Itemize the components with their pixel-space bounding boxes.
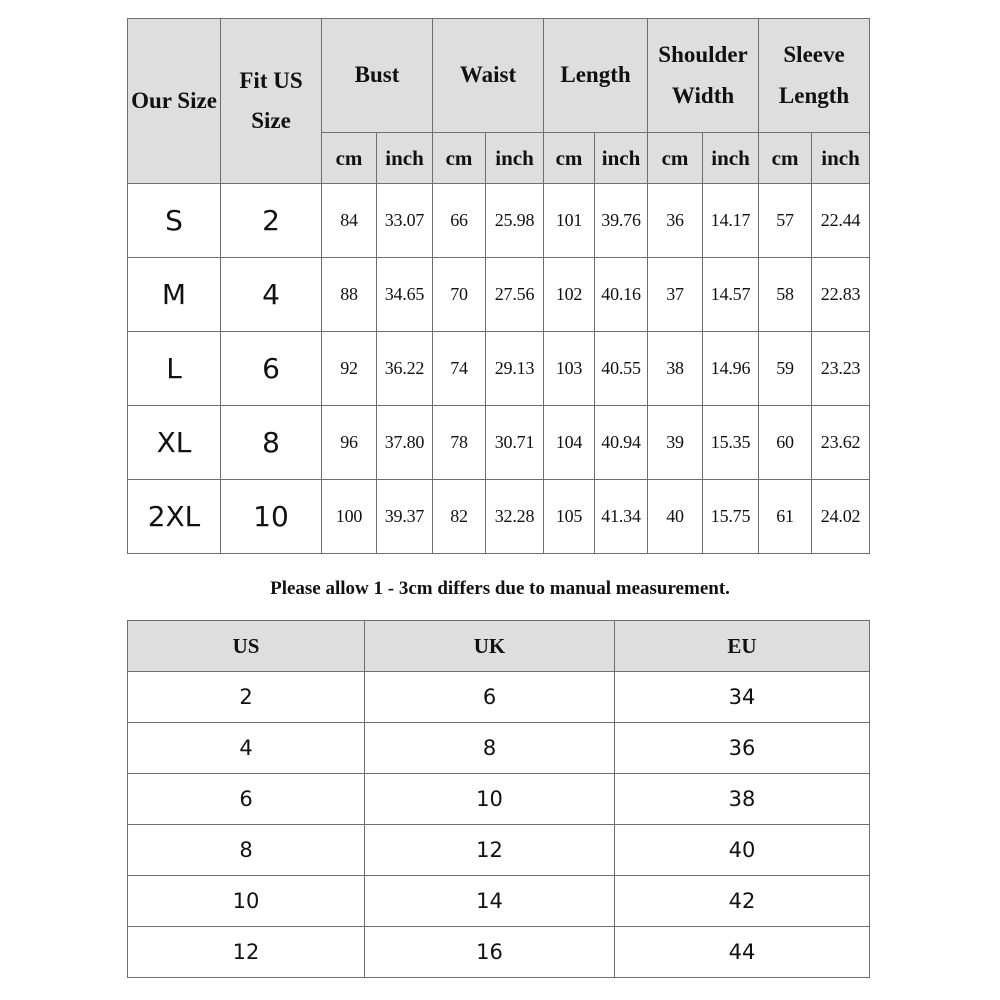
shoulder-cm-cell: 39 xyxy=(648,406,703,480)
size-row-s xyxy=(128,184,870,258)
unit-bust-inch: inch xyxy=(377,133,433,184)
header-eu: EU xyxy=(615,621,870,672)
size-row-m xyxy=(128,258,870,332)
header-shoulder-width: Shoulder Width xyxy=(648,19,759,133)
bust-cm-cell: 92 xyxy=(322,332,377,406)
us-cell: 6 xyxy=(128,774,365,825)
length-inch-cell: 40.55 xyxy=(595,332,648,406)
shoulder-cm-cell: 36 xyxy=(648,184,703,258)
eu-cell: 36 xyxy=(615,723,870,774)
our-size-cell: S xyxy=(128,184,221,258)
shoulder-inch-cell: 15.35 xyxy=(703,406,759,480)
measurement-note: Please allow 1 - 3cm differs due to manual measurement. xyxy=(270,578,730,599)
us-size-cell: 8 xyxy=(221,406,322,480)
header-length: Length xyxy=(544,19,648,133)
uk-cell: 8 xyxy=(365,723,615,774)
waist-cm-cell: 82 xyxy=(433,480,486,554)
sleeve-cm-cell: 59 xyxy=(759,332,812,406)
conversion-row xyxy=(128,774,870,825)
conversion-row xyxy=(128,723,870,774)
unit-bust-cm: cm xyxy=(322,133,377,184)
eu-cell: 40 xyxy=(615,825,870,876)
size-row-2xl xyxy=(128,480,870,554)
waist-cm-cell: 70 xyxy=(433,258,486,332)
bust-cm-cell: 96 xyxy=(322,406,377,480)
our-size-cell: L xyxy=(128,332,221,406)
length-inch-cell: 40.94 xyxy=(595,406,648,480)
bust-inch-cell: 33.07 xyxy=(377,184,433,258)
waist-inch-cell: 25.98 xyxy=(486,184,544,258)
uk-cell: 6 xyxy=(365,672,615,723)
length-cm-cell: 104 xyxy=(544,406,595,480)
eu-cell: 38 xyxy=(615,774,870,825)
sleeve-cm-cell: 57 xyxy=(759,184,812,258)
sleeve-inch-cell: 22.83 xyxy=(812,258,870,332)
conversion-row xyxy=(128,876,870,927)
length-cm-cell: 102 xyxy=(544,258,595,332)
us-cell: 8 xyxy=(128,825,365,876)
conversion-row xyxy=(128,825,870,876)
bust-cm-cell: 84 xyxy=(322,184,377,258)
header-fit-us-size: Fit US Size xyxy=(221,19,322,184)
us-size-cell: 2 xyxy=(221,184,322,258)
length-cm-cell: 101 xyxy=(544,184,595,258)
uk-cell: 10 xyxy=(365,774,615,825)
waist-cm-cell: 78 xyxy=(433,406,486,480)
sleeve-cm-cell: 60 xyxy=(759,406,812,480)
header-uk: UK xyxy=(365,621,615,672)
uk-cell: 16 xyxy=(365,927,615,978)
waist-cm-cell: 74 xyxy=(433,332,486,406)
conversion-row xyxy=(128,672,870,723)
header-sleeve-length: Sleeve Length xyxy=(759,19,870,133)
bust-inch-cell: 39.37 xyxy=(377,480,433,554)
conversion-header-row xyxy=(128,621,870,672)
sleeve-cm-cell: 61 xyxy=(759,480,812,554)
waist-inch-cell: 29.13 xyxy=(486,332,544,406)
us-cell: 4 xyxy=(128,723,365,774)
unit-waist-inch: inch xyxy=(486,133,544,184)
header-waist: Waist xyxy=(433,19,544,133)
conversion-row xyxy=(128,927,870,978)
unit-length-inch: inch xyxy=(595,133,648,184)
unit-sleeve-cm: cm xyxy=(759,133,812,184)
our-size-cell: XL xyxy=(128,406,221,480)
bust-inch-cell: 36.22 xyxy=(377,332,433,406)
size-conversion-table xyxy=(127,620,870,978)
size-chart-table xyxy=(127,18,870,554)
shoulder-cm-cell: 37 xyxy=(648,258,703,332)
waist-inch-cell: 30.71 xyxy=(486,406,544,480)
unit-length-cm: cm xyxy=(544,133,595,184)
size-row-xl xyxy=(128,406,870,480)
bust-inch-cell: 34.65 xyxy=(377,258,433,332)
our-size-cell: M xyxy=(128,258,221,332)
unit-sleeve-inch: inch xyxy=(812,133,870,184)
header-bust: Bust xyxy=(322,19,433,133)
length-cm-cell: 103 xyxy=(544,332,595,406)
sleeve-inch-cell: 23.62 xyxy=(812,406,870,480)
eu-cell: 34 xyxy=(615,672,870,723)
sleeve-cm-cell: 58 xyxy=(759,258,812,332)
us-size-cell: 10 xyxy=(221,480,322,554)
us-cell: 12 xyxy=(128,927,365,978)
waist-inch-cell: 27.56 xyxy=(486,258,544,332)
size-row-l xyxy=(128,332,870,406)
bust-cm-cell: 100 xyxy=(322,480,377,554)
bust-inch-cell: 37.80 xyxy=(377,406,433,480)
header-us: US xyxy=(128,621,365,672)
uk-cell: 14 xyxy=(365,876,615,927)
bust-cm-cell: 88 xyxy=(322,258,377,332)
eu-cell: 44 xyxy=(615,927,870,978)
waist-inch-cell: 32.28 xyxy=(486,480,544,554)
length-inch-cell: 41.34 xyxy=(595,480,648,554)
sleeve-inch-cell: 22.44 xyxy=(812,184,870,258)
shoulder-cm-cell: 38 xyxy=(648,332,703,406)
length-inch-cell: 39.76 xyxy=(595,184,648,258)
waist-cm-cell: 66 xyxy=(433,184,486,258)
unit-shoulder-inch: inch xyxy=(703,133,759,184)
sleeve-inch-cell: 24.02 xyxy=(812,480,870,554)
length-inch-cell: 40.16 xyxy=(595,258,648,332)
unit-shoulder-cm: cm xyxy=(648,133,703,184)
our-size-cell: 2XL xyxy=(128,480,221,554)
shoulder-inch-cell: 14.17 xyxy=(703,184,759,258)
us-size-cell: 6 xyxy=(221,332,322,406)
shoulder-inch-cell: 14.57 xyxy=(703,258,759,332)
length-cm-cell: 105 xyxy=(544,480,595,554)
shoulder-inch-cell: 14.96 xyxy=(703,332,759,406)
size-chart-header-row xyxy=(128,19,870,133)
us-cell: 10 xyxy=(128,876,365,927)
uk-cell: 12 xyxy=(365,825,615,876)
eu-cell: 42 xyxy=(615,876,870,927)
shoulder-cm-cell: 40 xyxy=(648,480,703,554)
shoulder-inch-cell: 15.75 xyxy=(703,480,759,554)
header-our-size: Our Size xyxy=(128,19,221,184)
us-cell: 2 xyxy=(128,672,365,723)
us-size-cell: 4 xyxy=(221,258,322,332)
unit-waist-cm: cm xyxy=(433,133,486,184)
sleeve-inch-cell: 23.23 xyxy=(812,332,870,406)
